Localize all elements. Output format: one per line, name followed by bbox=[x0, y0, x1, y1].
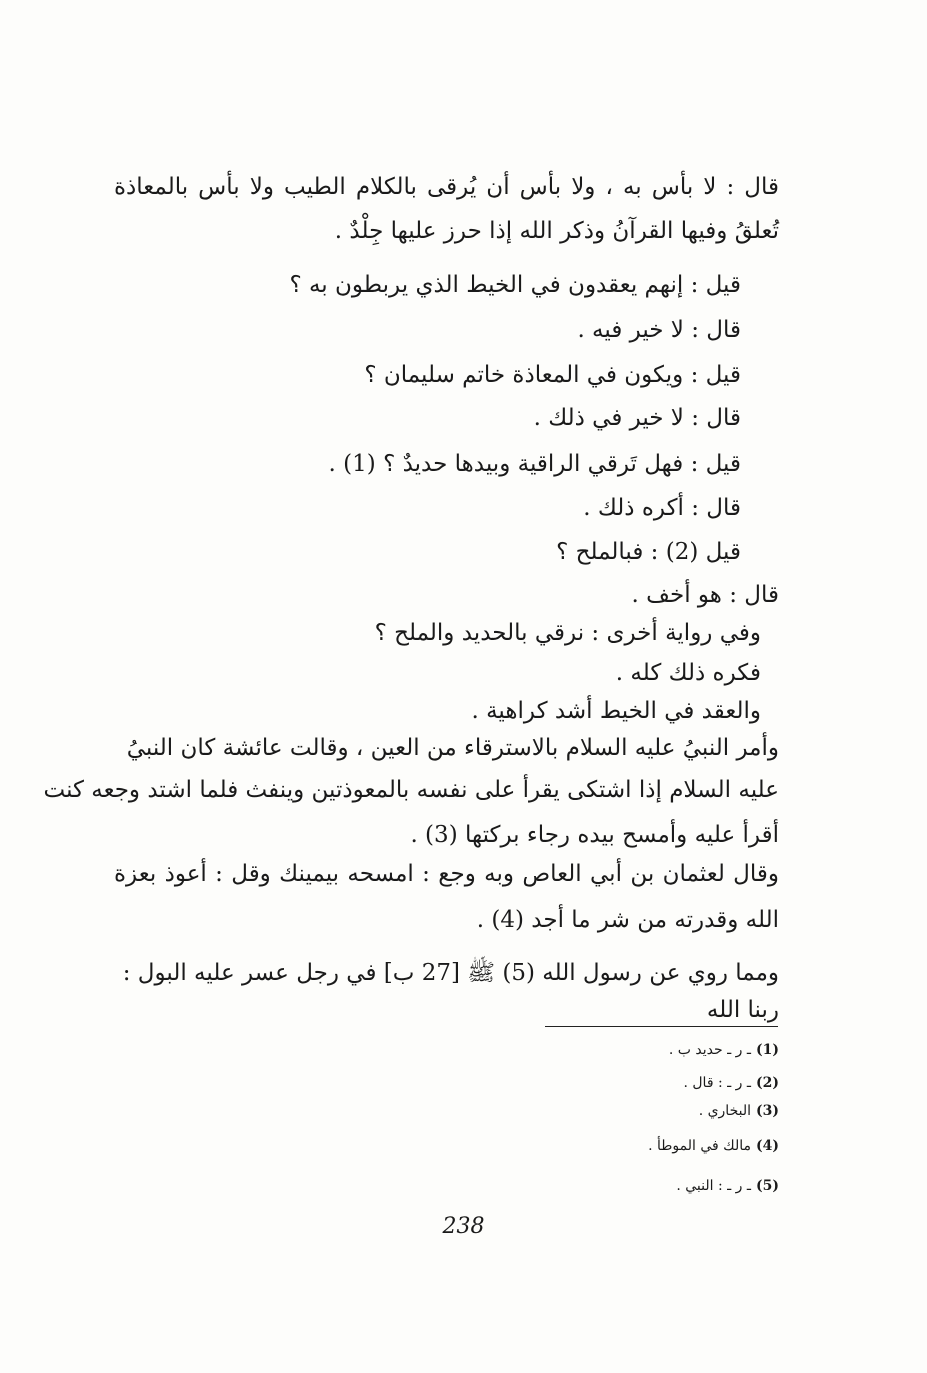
footnote-separator bbox=[545, 1026, 778, 1027]
text-line: قيل : إنهم يعقدون في الخيط الذي يربطون به ؟ bbox=[289, 272, 741, 298]
footnote-text: ـ ر ـ : النبي . bbox=[676, 1178, 751, 1194]
text-line: ومما روي عن رسول الله (5) ﷺ [27 ب] في رجل عسر عليه البول : bbox=[122, 960, 779, 986]
footnote-text: البخاري . bbox=[698, 1103, 751, 1119]
text-line: قيل (2) : فبالملح ؟ bbox=[556, 539, 741, 565]
text-line: وقال لعثمان بن أبي العاص وبه وجع : امسحه بيمينك وقل : أعوذ بعزة bbox=[114, 861, 779, 887]
footnote bbox=[669, 1040, 779, 1060]
footnote-number: (5) bbox=[756, 1178, 779, 1194]
footnote-number: (2) bbox=[756, 1075, 779, 1091]
footnote-number: (3) bbox=[756, 1103, 779, 1119]
footnote-text: ـ ر ـ حديد ب . bbox=[668, 1042, 751, 1058]
text-line: قال : لا بأس به ، ولا بأس أن يُرقى بالكلام الطيب ولا بأس بالمعاذة bbox=[114, 174, 779, 200]
text-line: قال : لا خير في ذلك . bbox=[533, 405, 741, 431]
footnote-text: ـ ر ـ : قال . bbox=[683, 1075, 751, 1091]
text-line: وأمر النبيُ عليه السلام بالاسترقاء من العين ، وقالت عائشة كان النبيُ bbox=[126, 735, 779, 761]
text-line: تُعلقُ وفيها القرآنُ وذكر الله إذا حرز عليها جِلْدٌ . bbox=[334, 218, 779, 244]
text-line: الله وقدرته من شر ما أجد (4) . bbox=[476, 907, 779, 933]
footnote-number: (1) bbox=[756, 1042, 779, 1058]
text-line: قيل : فهل تَرقي الراقية وبيدها حديدٌ ؟ (1) . bbox=[328, 451, 741, 477]
text-line: قيل : ويكون في المعاذة خاتم سليمان ؟ bbox=[364, 362, 741, 388]
footnote-number: (4) bbox=[756, 1138, 779, 1154]
footnote bbox=[648, 1136, 779, 1156]
text-line: عليه السلام إذا اشتكى يقرأ على نفسه بالمعوذتين وينفث فلما اشتد وجعه كنت bbox=[43, 777, 779, 803]
page-number: 238 bbox=[442, 1214, 485, 1239]
text-line: قال : لا خير فيه . bbox=[577, 317, 741, 343]
text-line: فكره ذلك كله . bbox=[615, 660, 761, 686]
text-line: ربنا الله bbox=[706, 997, 779, 1023]
text-line: والعقد في الخيط أشد كراهية . bbox=[471, 698, 761, 724]
text-line: وفي رواية أخرى : نرقي بالحديد والملح ؟ bbox=[374, 620, 761, 646]
footnote-text: مالك في الموطأ . bbox=[648, 1138, 751, 1154]
footnote bbox=[699, 1101, 779, 1121]
text-line: قال : أكره ذلك . bbox=[583, 495, 741, 521]
text-line: قال : هو أخف . bbox=[631, 582, 779, 608]
footnote bbox=[676, 1176, 779, 1196]
footnote bbox=[683, 1073, 779, 1093]
text-line: أقرأ عليه وأمسح بيده رجاء بركتها (3) . bbox=[410, 822, 779, 848]
